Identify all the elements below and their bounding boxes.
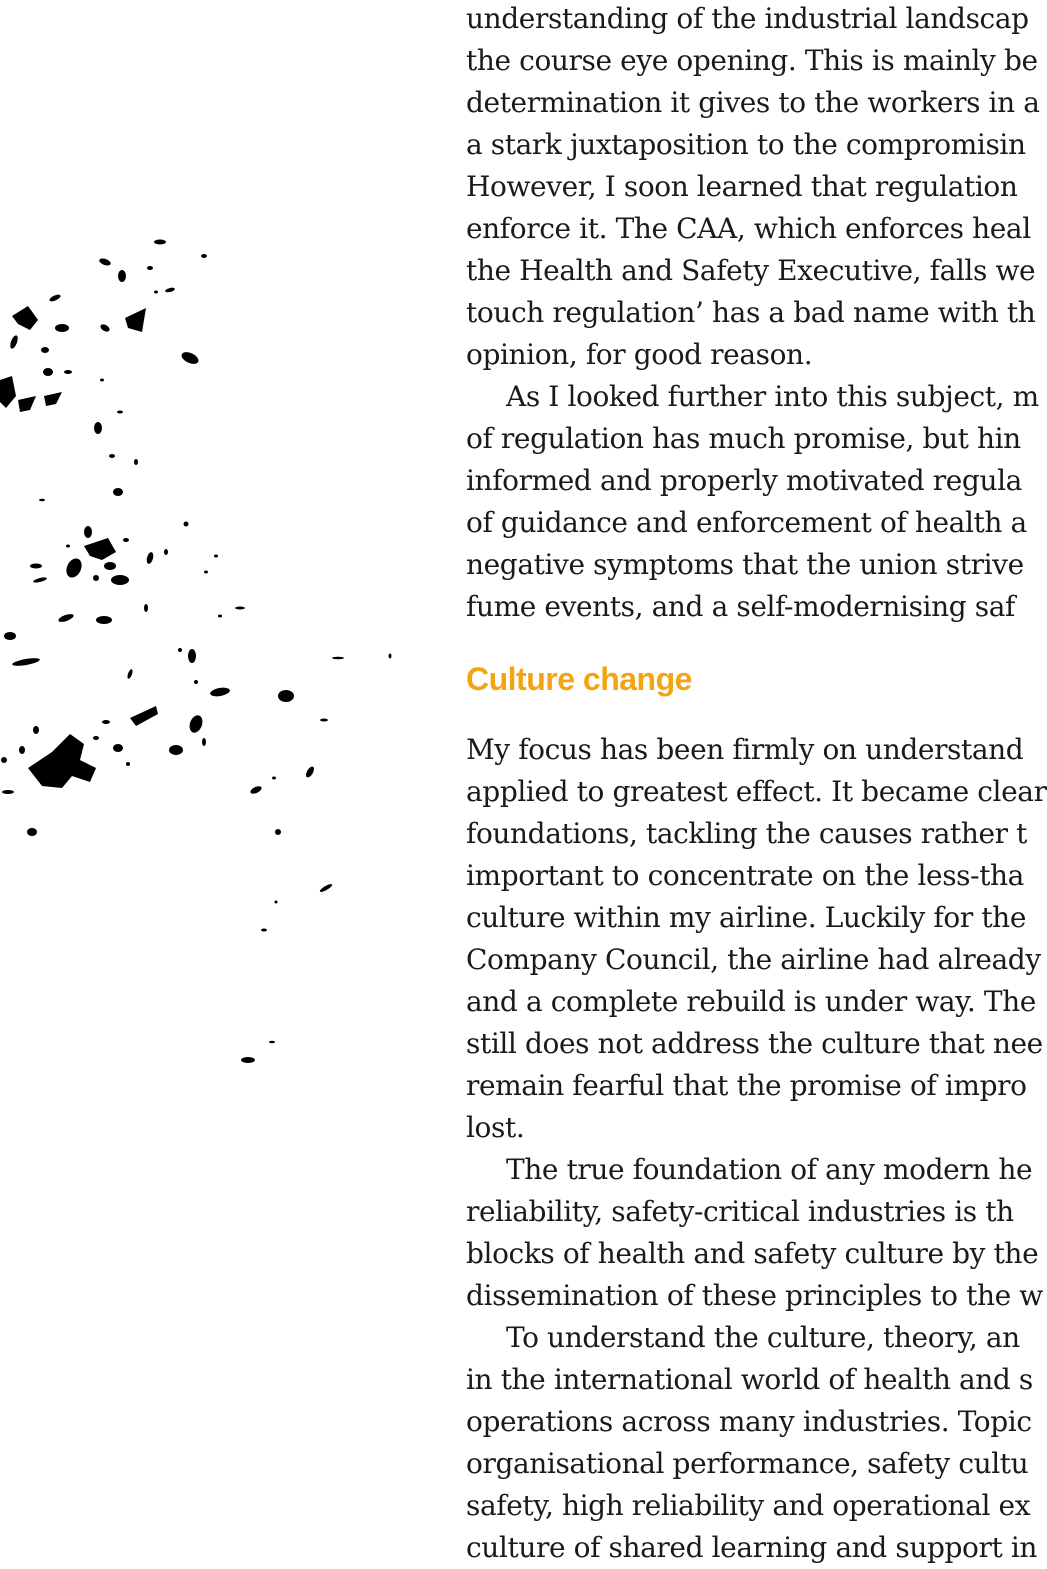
- text-line: touch regulation’ has a bad name with th: [466, 296, 1036, 329]
- text-line: informed and properly motivated regula: [466, 464, 1022, 497]
- text-line: Company Council, the airline had already: [466, 942, 1041, 976]
- paragraph: [466, 376, 1039, 628]
- paragraph: [466, 1317, 1038, 1569]
- text-line: However, I soon learned that regulation: [466, 170, 1018, 203]
- text-line: determination it gives to the workers in a: [466, 86, 1040, 119]
- text-line: culture within my airline. Luckily for the: [466, 900, 1026, 934]
- text-line: foundations, tackling the causes rather t: [466, 816, 1027, 850]
- text-line: and a complete rebuild is under way. The: [466, 984, 1036, 1018]
- text-line: the course eye opening. This is mainly be: [466, 44, 1038, 77]
- text-line: a stark juxtaposition to the compromisin: [466, 128, 1026, 161]
- text-line: reliability, safety-critical industries is th: [466, 1194, 1014, 1228]
- text-line: lost.: [466, 1110, 525, 1144]
- ink-splatter-illustration: [0, 220, 420, 1100]
- text-line: enforce it. The CAA, which enforces heal: [466, 212, 1031, 245]
- paragraph: [466, 1149, 1043, 1317]
- text-line: safety, high reliability and operational ex: [466, 1488, 1031, 1522]
- text-line: To understand the culture, theory, an: [506, 1320, 1020, 1354]
- text-line: As I looked further into this subject, m: [506, 380, 1039, 413]
- text-line: organisational performance, safety cultu: [466, 1446, 1029, 1480]
- text-line: blocks of health and safety culture by the: [466, 1236, 1039, 1270]
- text-line: operations across many industries. Topic: [466, 1404, 1032, 1438]
- text-line: My focus has been firmly on understand: [466, 732, 1024, 766]
- text-line: important to concentrate on the less-tha: [466, 858, 1024, 892]
- section-heading: Culture change: [466, 661, 692, 697]
- text-line: the Health and Safety Executive, falls we: [466, 254, 1036, 287]
- text-line: The true foundation of any modern he: [506, 1152, 1033, 1186]
- paragraph: [466, 0, 1040, 376]
- paragraph: [466, 729, 1047, 1149]
- text-line: culture of shared learning and support in: [466, 1530, 1038, 1564]
- text-line: of guidance and enforcement of health a: [466, 506, 1027, 539]
- text-line: remain fearful that the promise of impro: [466, 1068, 1027, 1102]
- text-line: dissemination of these principles to the w: [466, 1278, 1043, 1312]
- text-line: understanding of the industrial landscap: [466, 2, 1029, 35]
- text-line: opinion, for good reason.: [466, 338, 813, 371]
- text-line: negative symptoms that the union strive: [466, 548, 1024, 581]
- text-line: in the international world of health and s: [466, 1362, 1033, 1396]
- text-line: of regulation has much promise, but hin: [466, 422, 1021, 455]
- article-column: [466, 0, 1047, 1564]
- text-line: applied to greatest effect. It became clear: [466, 774, 1047, 808]
- text-line: fume events, and a self-modernising saf: [466, 590, 1015, 623]
- text-line: still does not address the culture that nee: [466, 1026, 1043, 1060]
